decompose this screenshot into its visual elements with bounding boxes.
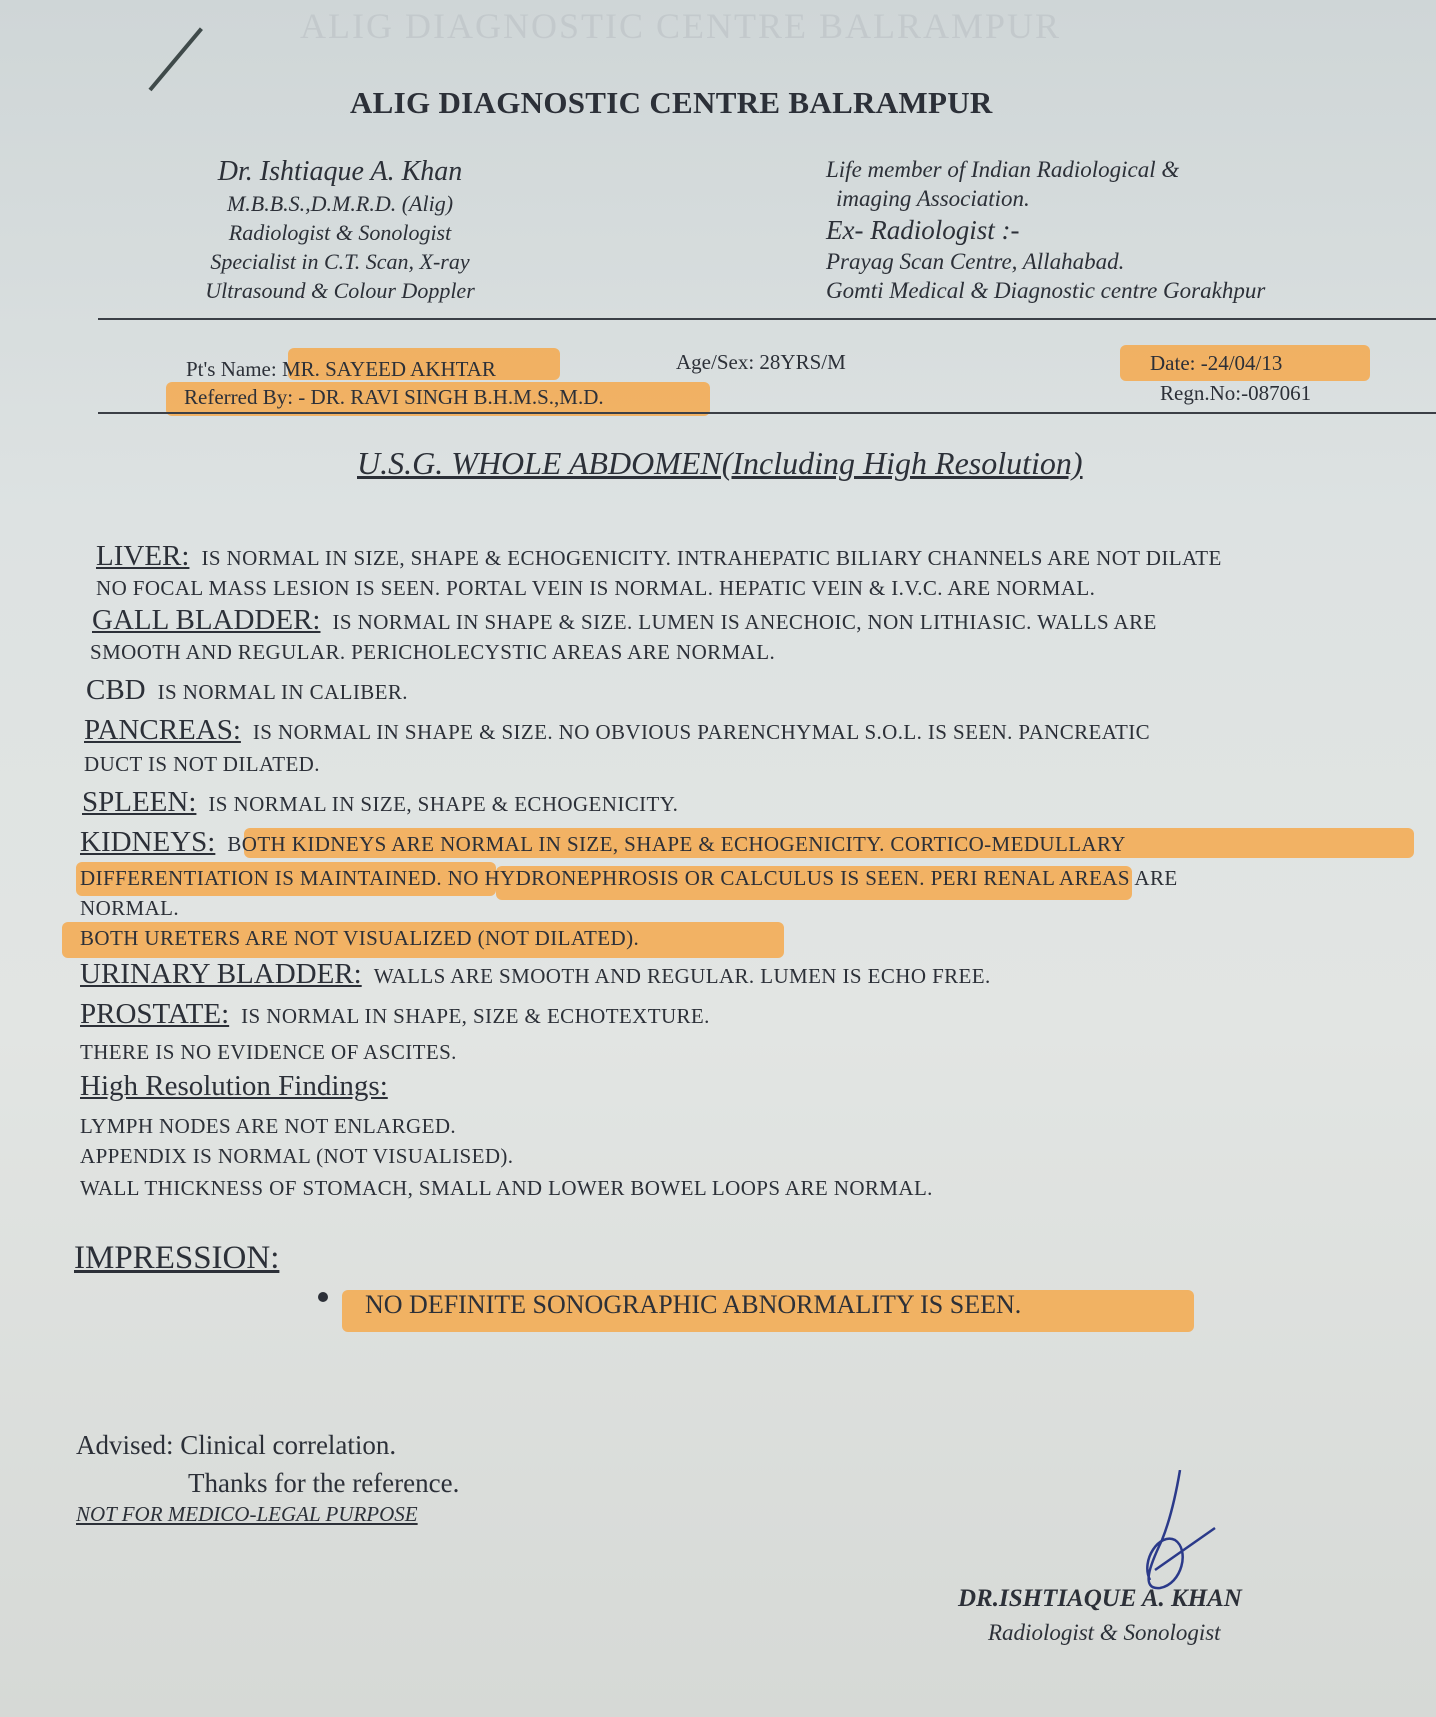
membership-line-1: Life member of Indian Radiological & (826, 157, 1180, 182)
doctor-role: Radiologist & Sonologist (228, 220, 452, 245)
patient-rule (98, 412, 1436, 414)
registration-number: Regn.No:-087061 (1160, 381, 1312, 405)
signatory-role: Radiologist & Sonologist (988, 1620, 1221, 1645)
finding-gall-bladder: GALL BLADDER: IS NORMAL IN SHAPE & SIZE. LUMEN IS ANECHOIC, NON LITHIASIC. WALLS ARE (92, 604, 1157, 636)
doctor-affiliations (826, 155, 1265, 305)
thanks-line: Thanks for the reference. (188, 1468, 460, 1498)
finding-gall-bladder-2: SMOOTH AND REGULAR. PERICHOLECYSTIC AREAS ARE NORMAL. (90, 640, 776, 664)
high-resolution-heading: High Resolution Findings: (80, 1070, 388, 1102)
finding-kidneys-2: DIFFERENTIATION IS MAINTAINED. NO HYDRONEPHROSIS OR CALCULUS IS SEEN. PERI RENAL AREAS ARE (80, 866, 1178, 890)
finding-appendix: APPENDIX IS NORMAL (NOT VISUALISED). (80, 1144, 514, 1168)
medico-legal-disclaimer: NOT FOR MEDICO-LEGAL PURPOSE (76, 1502, 418, 1526)
impression-bullet (318, 1292, 328, 1302)
finding-lymph-nodes: LYMPH NODES ARE NOT ENLARGED. (80, 1114, 457, 1138)
report-date: Date: -24/04/13 (1150, 351, 1283, 375)
doctor-credentials (140, 155, 540, 305)
finding-pancreas: PANCREAS: IS NORMAL IN SHAPE & SIZE. NO OBVIOUS PARENCHYMAL S.O.L. IS SEEN. PANCREATIC (84, 714, 1151, 746)
membership-line-2: imaging Association. (836, 186, 1030, 211)
finding-spleen: SPLEEN: IS NORMAL IN SIZE, SHAPE & ECHOGENICITY. (82, 786, 679, 818)
finding-liver: LIVER: IS NORMAL IN SIZE, SHAPE & ECHOGENICITY. INTRAHEPATIC BILIARY CHANNELS ARE NOT DILATE (96, 540, 1222, 572)
pen-mark (148, 27, 202, 91)
ex-centre-2: Gomti Medical & Diagnostic centre Gorakhpur (826, 278, 1266, 303)
doctor-specialty-1: Specialist in C.T. Scan, X-ray (210, 249, 470, 274)
ex-centre-1: Prayag Scan Centre, Allahabad. (826, 249, 1125, 274)
report-title: U.S.G. WHOLE ABDOMEN(Including High Resolution) (357, 445, 1083, 481)
referred-by: Referred By: - DR. RAVI SINGH B.H.M.S.,M.D. (184, 385, 604, 409)
doctor-name: Dr. Ishtiaque A. Khan (217, 156, 463, 187)
finding-kidneys-3: NORMAL. (80, 896, 180, 920)
advised-line: Advised: Clinical correlation. (76, 1430, 397, 1460)
finding-kidneys: KIDNEYS: BOTH KIDNEYS ARE NORMAL IN SIZE, SHAPE & ECHOGENICITY. CORTICO-MEDULLARY (80, 826, 1126, 858)
finding-liver-2: NO FOCAL MASS LESION IS SEEN. PORTAL VEIN IS NORMAL. HEPATIC VEIN & I.V.C. ARE NORMAL. (96, 576, 1096, 600)
signature-scribble (1120, 1470, 1230, 1600)
impression-text: NO DEFINITE SONOGRAPHIC ABNORMALITY IS SEEN. (365, 1290, 1022, 1319)
ex-radiologist-label: Ex- Radiologist :- (826, 215, 1020, 245)
centre-title: ALIG DIAGNOSTIC CENTRE BALRAMPUR (350, 85, 993, 120)
doctor-degree: M.B.B.S.,D.M.R.D. (Alig) (226, 191, 454, 216)
finding-pancreas-2: DUCT IS NOT DILATED. (84, 752, 320, 776)
impression-label: IMPRESSION: (74, 1240, 280, 1276)
doctor-specialty-2: Ultrasound & Colour Doppler (205, 278, 475, 303)
finding-bowel: WALL THICKNESS OF STOMACH, SMALL AND LOWER BOWEL LOOPS ARE NORMAL. (80, 1176, 933, 1200)
finding-ureters: BOTH URETERS ARE NOT VISUALIZED (NOT DILATED). (80, 926, 640, 950)
patient-name: Pt's Name: MR. SAYEED AKHTAR (186, 357, 496, 381)
finding-cbd: CBD IS NORMAL IN CALIBER. (86, 674, 408, 706)
signatory-name: DR.ISHTIAQUE A. KHAN (958, 1585, 1242, 1612)
header-rule (98, 318, 1436, 320)
bleed-through-text: ALIG DIAGNOSTIC CENTRE BALRAMPUR (300, 6, 1062, 46)
finding-urinary-bladder: URINARY BLADDER: WALLS ARE SMOOTH AND REGULAR. LUMEN IS ECHO FREE. (80, 958, 991, 990)
finding-prostate: PROSTATE: IS NORMAL IN SHAPE, SIZE & ECHOTEXTURE. (80, 998, 710, 1030)
patient-age-sex: Age/Sex: 28YRS/M (676, 350, 846, 374)
finding-ascites: THERE IS NO EVIDENCE OF ASCITES. (80, 1040, 457, 1064)
